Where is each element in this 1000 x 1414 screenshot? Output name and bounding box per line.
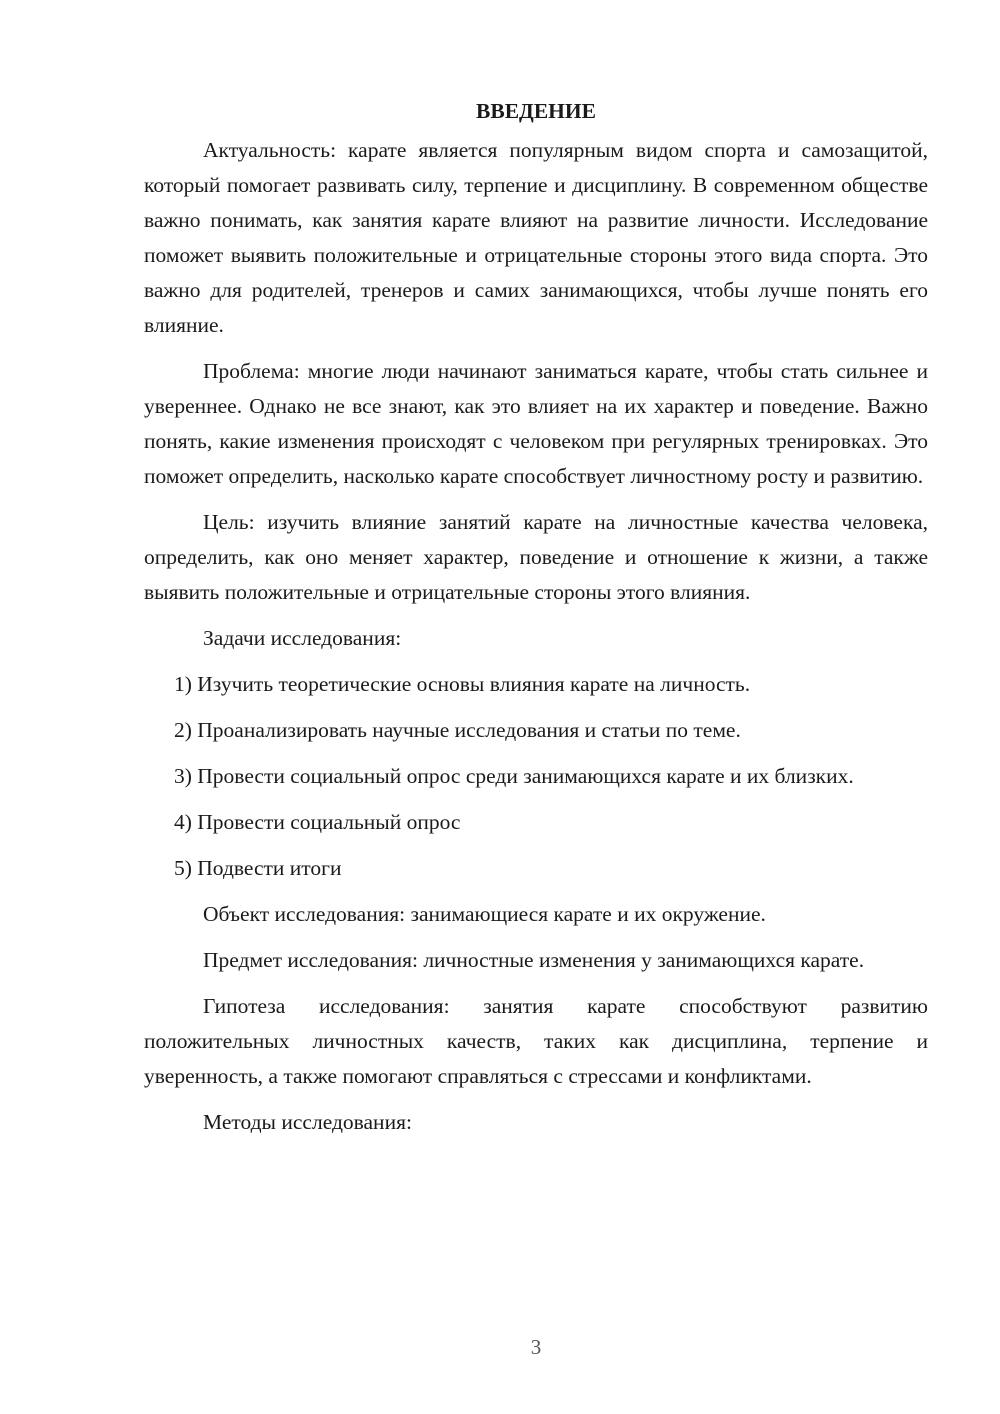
document-body (144, 94, 928, 1140)
paragraph-goal: Цель: изучить влияние занятий карате на личностные качества человека, определить, как оно меняет характер, поведение и отношение к жизни, а также выявить положительные и отрицательные стороны этого влияния. (144, 510, 928, 604)
paragraph-hypothesis: Гипотеза исследования: занятия карате способствуют развитию положительных личностных качеств, таких как дисциплина, терпение и уверенность, а также помогают справляться с стрессами и конфликтами. (144, 994, 928, 1088)
paragraph-object: Объект исследования: занимающиеся карате и их окружение. (203, 902, 766, 926)
task-item: 4) Провести социальный опрос (174, 810, 461, 834)
paragraph-subject: Предмет исследования: личностные изменения у занимающихся карате. (203, 948, 865, 972)
paragraph-methods: Методы исследования: (203, 1110, 412, 1134)
tasks-heading: Задачи исследования: (203, 626, 402, 650)
paragraph-problem: Проблема: многие люди начинают заниматься карате, чтобы стать сильнее и увереннее. Однако не все знают, как это влияет на их характер и поведение. Важно понять, какие изменения происходят с человеком при регулярных тренировках. Это поможет определить, насколько карате способствует личностному росту и развитию. (144, 359, 928, 488)
task-item: 5) Подвести итоги (174, 856, 342, 880)
task-item: 2) Проанализировать научные исследования и статьи по теме. (174, 718, 741, 742)
page-number: 3 (530, 1335, 542, 1359)
section-heading: ВВЕДЕНИЕ (476, 99, 596, 123)
paragraph-relevance: Актуальность: карате является популярным видом спорта и самозащитой, который помогает развивать силу, терпение и дисциплину. В современном обществе важно понимать, как занятия карате влияют на развитие личности. Исследование поможет выявить положительные и отрицательные стороны этого вида спорта. Это важно для родителей, тренеров и самих занимающихся, чтобы лучше понять его влияние. (144, 138, 928, 337)
task-item: 3) Провести социальный опрос среди занимающихся карате и их близких. (174, 764, 854, 788)
task-item: 1) Изучить теоретические основы влияния карате на личность. (174, 672, 751, 696)
